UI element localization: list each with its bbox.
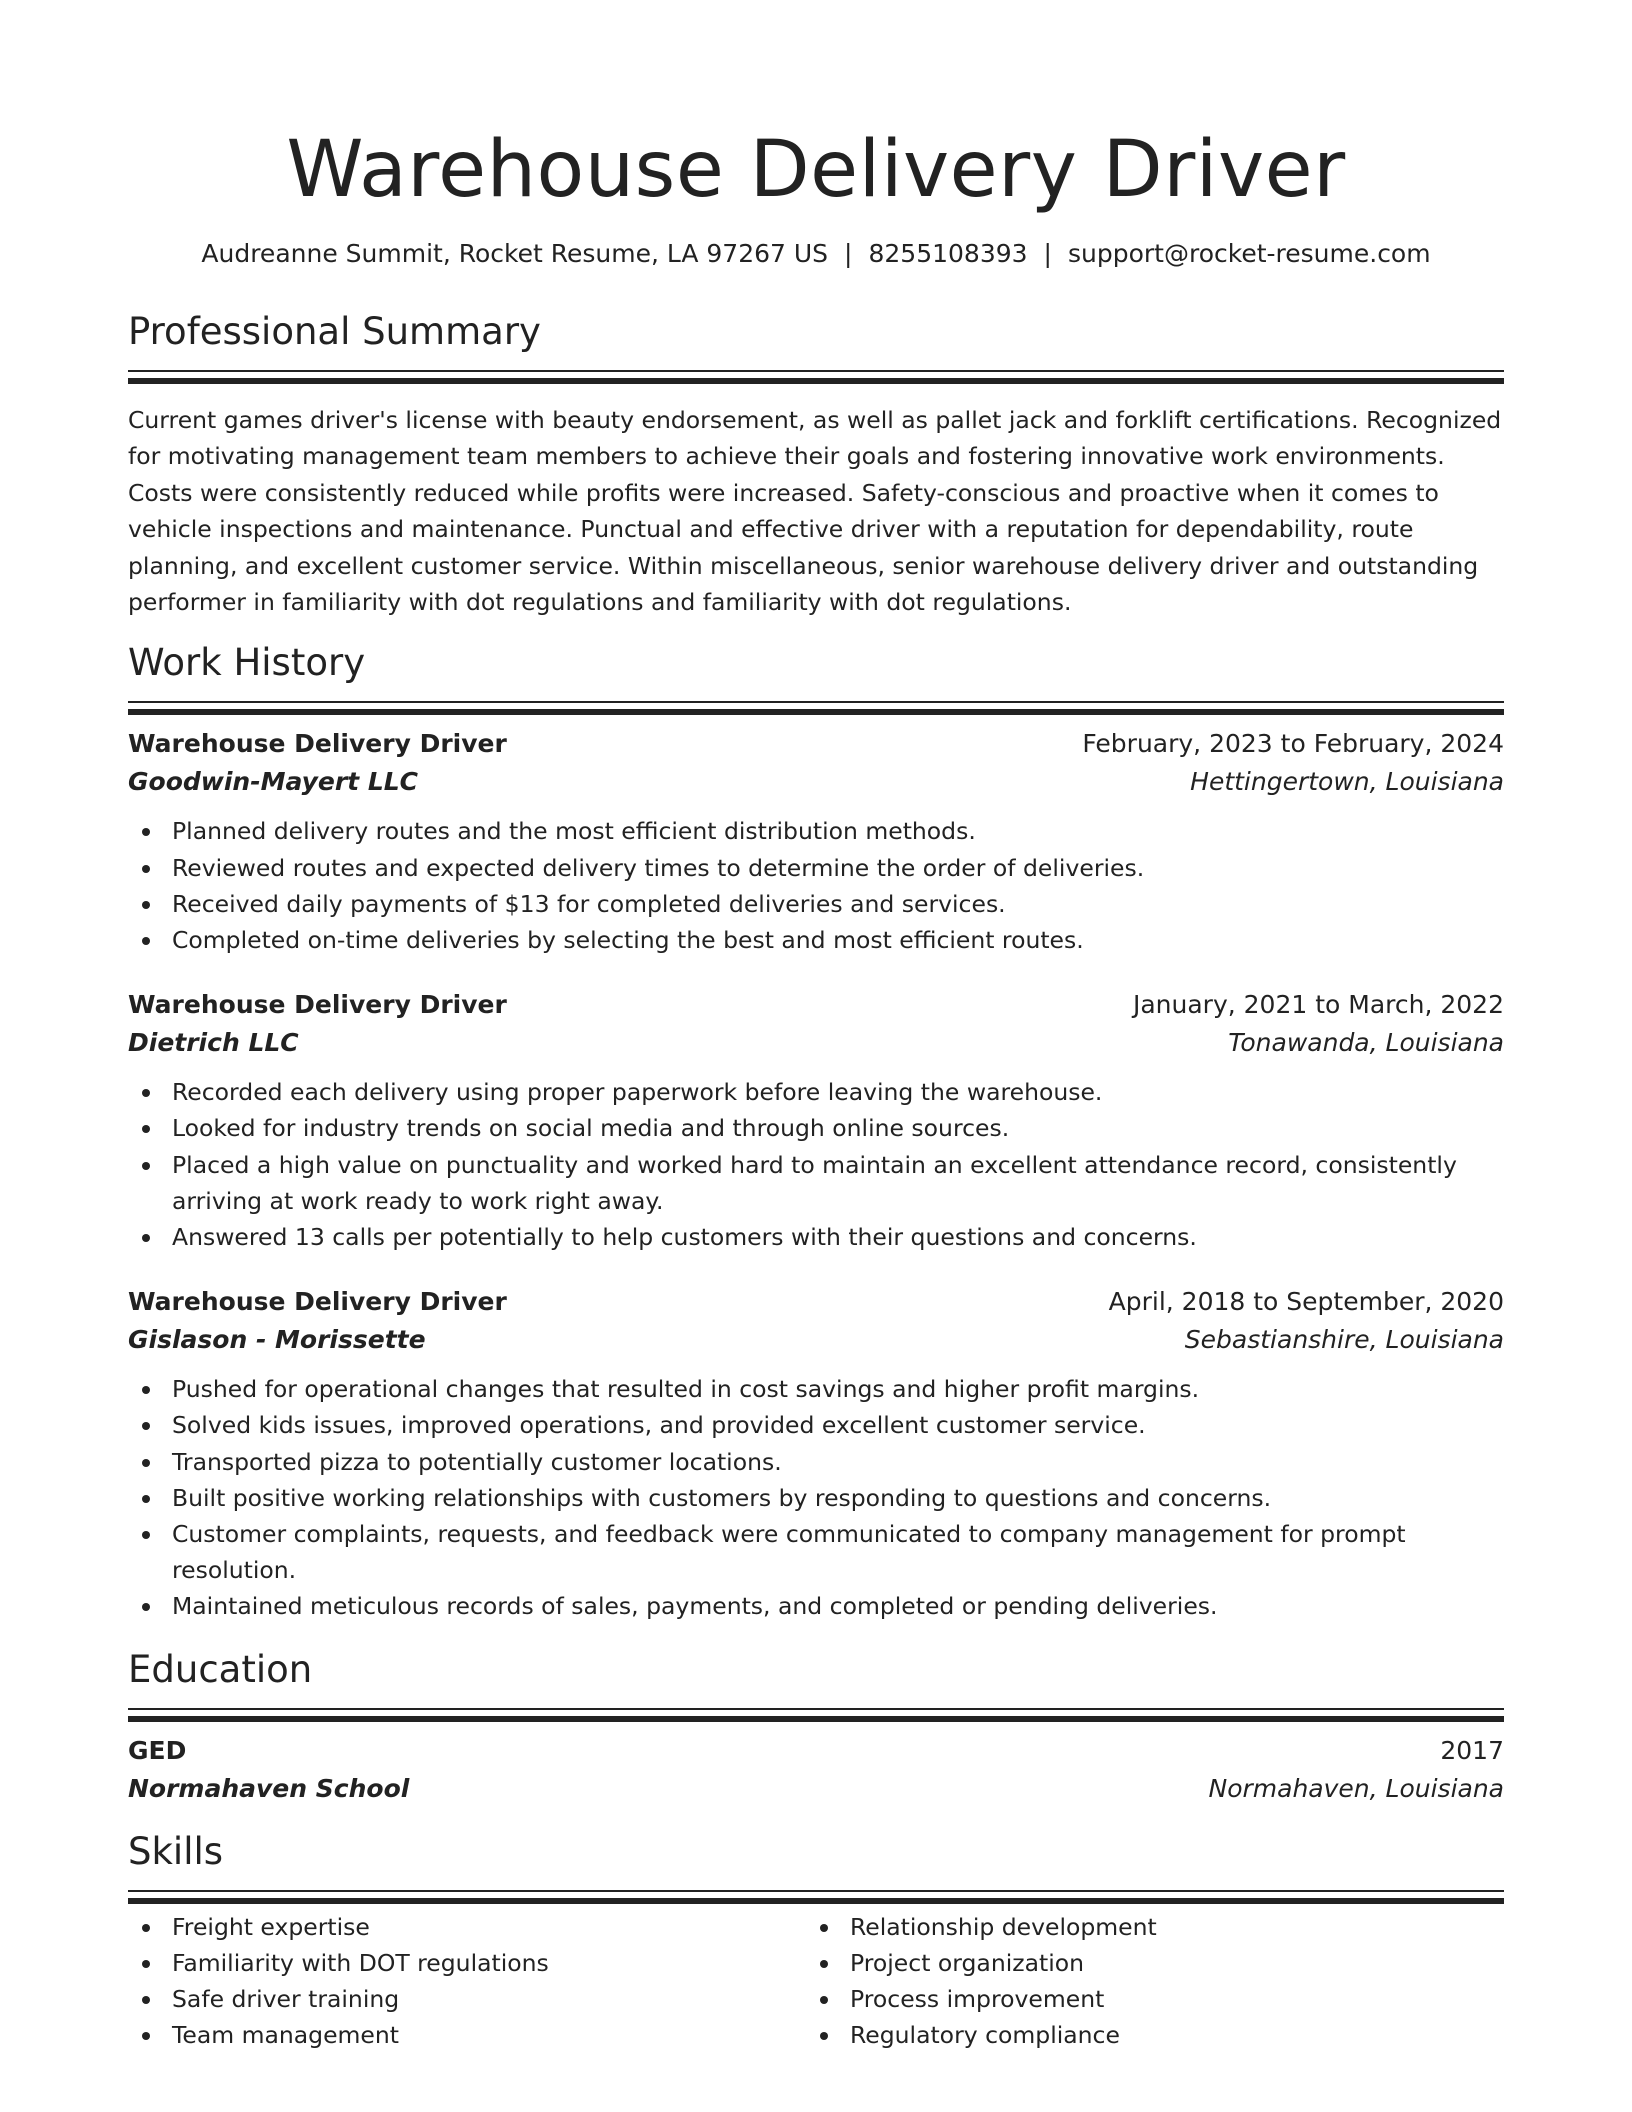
- job-company: Dietrich LLC: [128, 1028, 299, 1058]
- contact-email: support@rocket-resume.com: [1067, 239, 1431, 268]
- list-item: Freight expertise: [172, 1909, 806, 1945]
- job-entry: [128, 1284, 1504, 1624]
- contact-line: [128, 237, 1504, 271]
- section-divider: [128, 1708, 1504, 1710]
- list-item: Familiarity with DOT regulations: [172, 1945, 806, 1981]
- job-location: Sebastianshire, Louisiana: [1184, 1325, 1504, 1355]
- list-item: Pushed for operational changes that resulted in cost savings and higher profit margins.: [172, 1371, 1504, 1407]
- list-item: Project organization: [850, 1945, 1484, 1981]
- skills-list: [128, 1909, 806, 2054]
- job-location: Tonawanda, Louisiana: [1228, 1028, 1504, 1058]
- list-item: Reviewed routes and expected delivery times to determine the order of deliveries.: [172, 850, 1504, 886]
- list-item: Built positive working relationships with customers by responding to questions and concerns.: [172, 1480, 1504, 1516]
- list-item: Process improvement: [850, 1981, 1484, 2017]
- list-item: Relationship development: [850, 1909, 1484, 1945]
- education-entry: [128, 1733, 1504, 1809]
- professional-summary-section: [128, 307, 1504, 620]
- job-entry: [128, 987, 1504, 1255]
- list-item: Recorded each delivery using proper paperwork before leaving the warehouse.: [172, 1074, 1504, 1110]
- section-divider: [128, 1890, 1504, 1892]
- contact-separator: |: [1043, 239, 1052, 268]
- list-item: Completed on-time deliveries by selecting the best and most efficient routes.: [172, 922, 1504, 958]
- work-history-section: [128, 638, 1504, 1624]
- job-company: Goodwin-Mayert LLC: [128, 767, 419, 797]
- summary-text: Current games driver's license with beauty endorsement, as well as pallet jack and forklift certifications. Recognized for motivating management team members to achieve their goals and fostering innovative work environments. Costs were consistently reduced while profits were increased. Safety-conscious and proactive when it comes to vehicle inspections and maintenance. Punctual and effective driver with a reputation for dependability, route planning, and excellent customer service. Within miscellaneous, senior warehouse delivery driver and outstanding performer in familiarity with dot regulations and familiarity with dot regulations.: [128, 406, 1502, 617]
- education-year: 2017: [1440, 1735, 1504, 1765]
- skills-column-left: [128, 1909, 806, 2054]
- job-bullets: [128, 813, 1504, 958]
- job-position: Warehouse Delivery Driver: [128, 729, 507, 759]
- skills-list: [806, 1909, 1484, 2054]
- education-location: Normahaven, Louisiana: [1208, 1773, 1504, 1803]
- list-item: Regulatory compliance: [850, 2017, 1484, 2053]
- job-company: Gislason - Morissette: [128, 1325, 426, 1355]
- list-item: Team management: [172, 2017, 806, 2053]
- education-degree: GED: [128, 1735, 187, 1765]
- job-position: Warehouse Delivery Driver: [128, 1287, 507, 1317]
- resume-title: Warehouse Delivery Driver: [286, 125, 1346, 215]
- contact-phone: 8255108393: [868, 239, 1028, 268]
- job-location: Hettingertown, Louisiana: [1190, 767, 1504, 797]
- list-item: Received daily payments of $13 for completed deliveries and services.: [172, 886, 1504, 922]
- section-heading: Professional Summary: [128, 310, 541, 353]
- education-section: [128, 1645, 1504, 1809]
- list-item: Solved kids issues, improved operations, and provided excellent customer service.: [172, 1407, 1504, 1443]
- section-divider: [128, 370, 1504, 372]
- list-item: Safe driver training: [172, 1981, 806, 2017]
- education-school: Normahaven School: [128, 1773, 410, 1803]
- skills-column-right: [806, 1909, 1484, 2054]
- list-item: Looked for industry trends on social media and through online sources.: [172, 1110, 1504, 1146]
- list-item: Customer complaints, requests, and feedback were communicated to company management for prompt resolution.: [172, 1516, 1504, 1588]
- list-item: Answered 13 calls per potentially to help customers with their questions and concerns.: [172, 1219, 1504, 1255]
- list-item: Placed a high value on punctuality and worked hard to maintain an excellent attendance record, consistently arriving at work ready to work right away.: [172, 1147, 1504, 1219]
- skills-section: [128, 1827, 1504, 2054]
- job-bullets: [128, 1371, 1504, 1624]
- job-bullets: [128, 1074, 1504, 1255]
- section-heading: Education: [128, 1647, 313, 1691]
- job-entry: [128, 726, 1504, 958]
- list-item: Planned delivery routes and the most efficient distribution methods.: [172, 813, 1504, 849]
- job-dates: February, 2023 to February, 2024: [1082, 729, 1504, 759]
- section-divider: [128, 701, 1504, 703]
- job-position: Warehouse Delivery Driver: [128, 990, 507, 1020]
- section-heading: Work History: [128, 641, 366, 685]
- list-item: Transported pizza to potentially customer locations.: [172, 1444, 1504, 1480]
- contact-address: Audreanne Summit, Rocket Resume, LA 97267 US: [201, 239, 829, 268]
- job-dates: January, 2021 to March, 2022: [1132, 990, 1504, 1020]
- resume-page: [128, 0, 1504, 2054]
- contact-separator: |: [844, 239, 853, 268]
- job-dates: April, 2018 to September, 2020: [1108, 1287, 1504, 1317]
- list-item: Maintained meticulous records of sales, payments, and completed or pending deliveries.: [172, 1588, 1504, 1624]
- section-heading: Skills: [128, 1829, 224, 1873]
- skills-grid: [128, 1909, 1504, 2054]
